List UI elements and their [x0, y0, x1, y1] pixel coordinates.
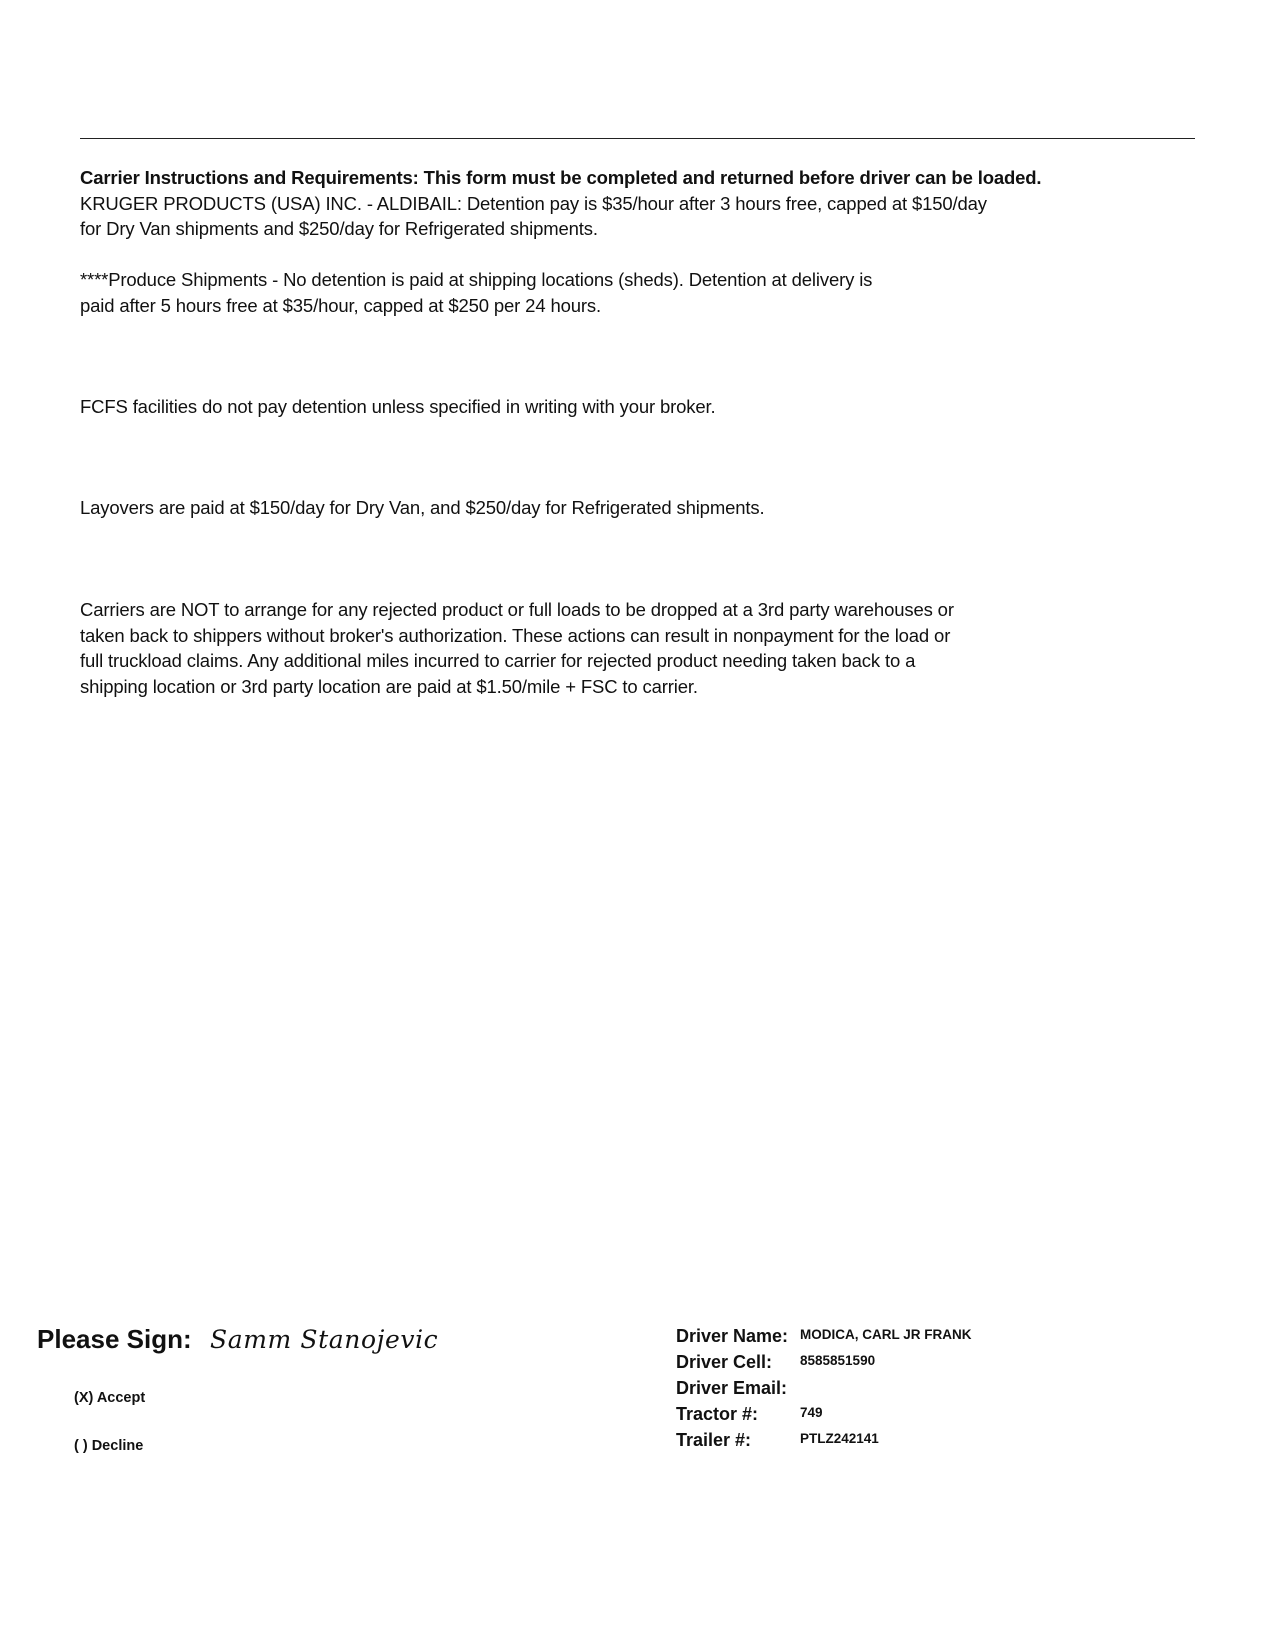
rejected-line-3: full truckload claims. Any additional miles incurred to carrier for rejected product needing taken back to a [80, 650, 916, 671]
trailer-number-label: Trailer #: [676, 1430, 752, 1450]
produce-line-1: ****Produce Shipments - No detention is paid at shipping locations (sheds). Detention at delivery is [80, 269, 873, 290]
decline-option[interactable]: ( ) Decline [74, 1438, 144, 1454]
please-sign-label: Please Sign: [37, 1324, 192, 1354]
rejected-product-section [80, 597, 1220, 699]
driver-cell-label: Driver Cell: [676, 1352, 773, 1372]
layovers-section [80, 495, 1220, 521]
signature[interactable]: Samm Stanojevic [210, 1325, 439, 1354]
accept-option[interactable]: (X) Accept [74, 1390, 146, 1406]
rejected-line-1: Carriers are NOT to arrange for any rejected product or full loads to be dropped at a 3rd party warehouses or [80, 599, 954, 620]
driver-name-label: Driver Name: [676, 1326, 789, 1346]
instructions-heading: Carrier Instructions and Requirements: This form must be completed and returned before driver can be loaded. [80, 167, 1042, 188]
rejected-line-4: shipping location or 3rd party location are paid at $1.50/mile + FSC to carrier. [80, 675, 698, 697]
tractor-number-value: 749 [800, 1405, 823, 1420]
driver-name-value: MODICA, CARL JR FRANK [800, 1327, 972, 1342]
trailer-number-value: PTLZ242141 [800, 1431, 879, 1446]
detention-line-1: KRUGER PRODUCTS (USA) INC. - ALDIBAIL: Detention pay is $35/hour after 3 hours free, capped at $150/day [80, 192, 987, 214]
carrier-instructions-section [80, 165, 1220, 242]
produce-line-2: paid after 5 hours free at $35/hour, capped at $250 per 24 hours. [80, 294, 601, 316]
tractor-number-label: Tractor #: [676, 1404, 759, 1424]
driver-cell-value: 8585851590 [800, 1353, 876, 1368]
rejected-line-2: taken back to shippers without broker's authorization. These actions can result in nonpayment for the load or [80, 624, 951, 646]
fcfs-text: FCFS facilities do not pay detention unless specified in writing with your broker. [80, 396, 716, 417]
detention-line-2: for Dry Van shipments and $250/day for Refrigerated shipments. [80, 218, 598, 239]
driver-email-label: Driver Email: [676, 1378, 788, 1398]
produce-shipments-section [80, 267, 1220, 318]
fcfs-section [80, 394, 1220, 420]
top-divider [80, 138, 1195, 139]
layovers-text: Layovers are paid at $150/day for Dry Van, and $250/day for Refrigerated shipments. [80, 497, 765, 518]
